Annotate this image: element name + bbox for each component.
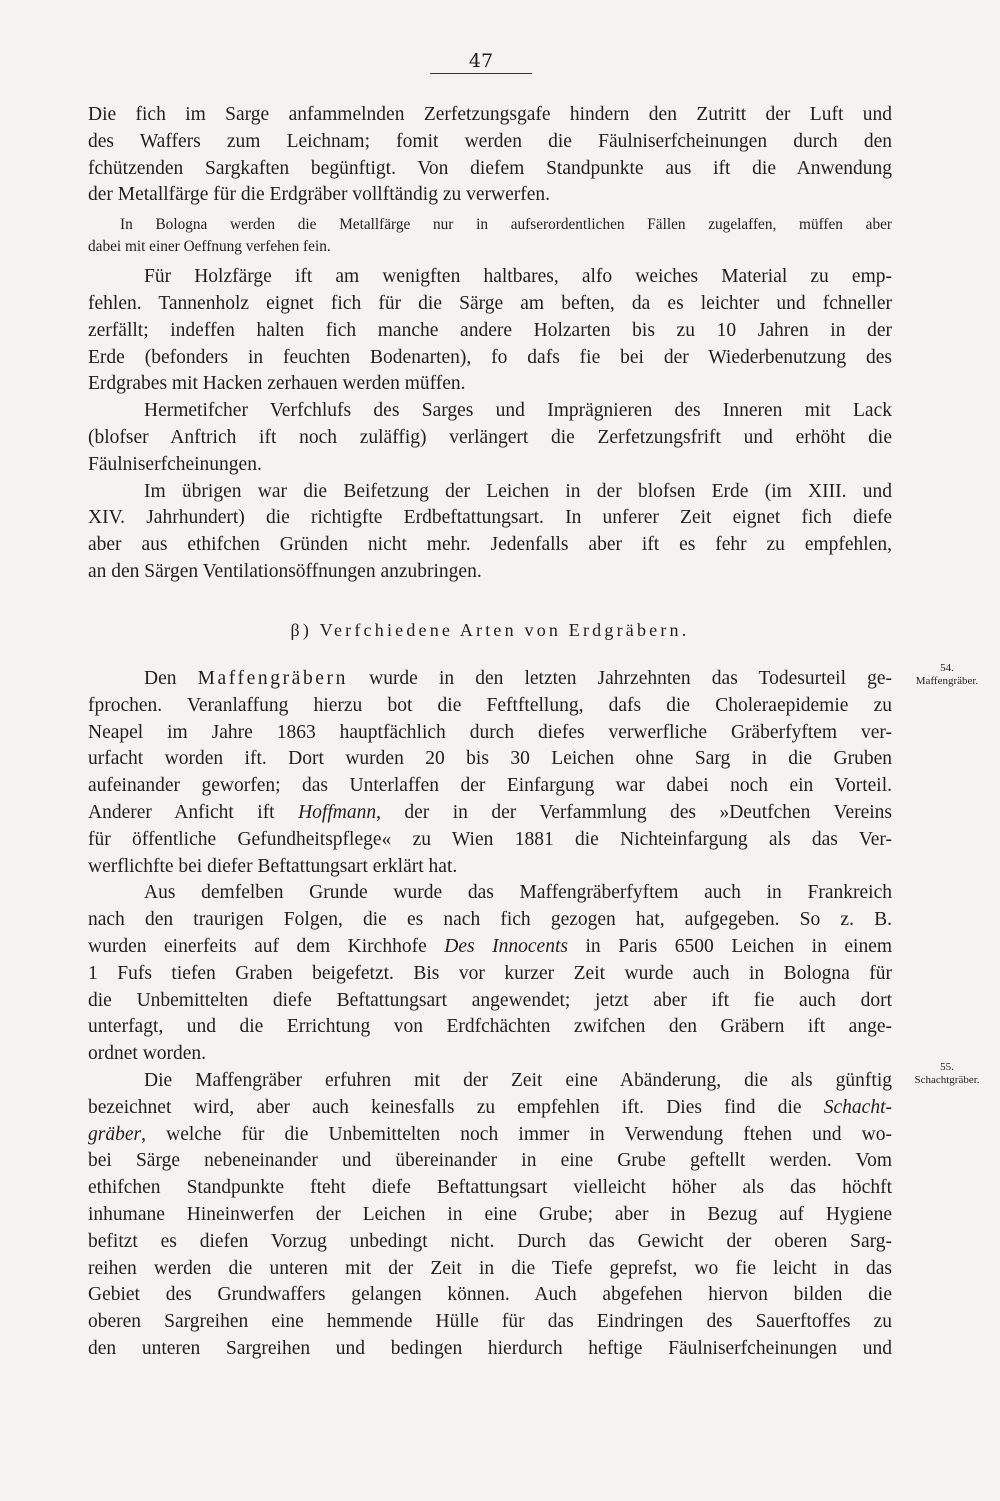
text-line: 1 Fufs tiefen Graben beigefetzt. Bis vor kurzer Zeit wurde auch in Bologna für <box>88 962 892 984</box>
term: Schacht- <box>823 1096 892 1118</box>
text-line: ordnet worden. <box>88 1043 207 1065</box>
text-line: Hermetifcher Verfchlufs des Sarges und Imprägnieren des Inneren mit Lack <box>144 400 892 422</box>
text-line: die Unbemittelten diefe Beftattungsart angewendet; jetzt aber ift fie auch dort <box>88 989 892 1011</box>
text-line: Im übrigen war die Beifetzung der Leichen in der blofsen Erde (im XIII. und <box>144 480 892 502</box>
term: gräber <box>88 1123 142 1145</box>
text-block-top <box>88 102 892 586</box>
text-line: aufeinander geworfen; das Unterlaffen der Einfargung war dabei noch ein Vorteil. <box>88 775 892 797</box>
text-line: XIV. Jahrhundert) die richtigfte Erdbeftattungsart. In unferer Zeit eignet fich diefe <box>88 507 892 529</box>
margin-note-55 <box>898 1061 996 1087</box>
text-line: gräber, welche für die Unbemittelten noch immer in Verwendung ftehen und wo- <box>88 1123 892 1145</box>
text-line: Gebiet des Grundwaffers gelangen können. Auch abgefehen hiervon bilden die <box>88 1284 892 1306</box>
text-line: oberen Sargreihen eine hemmende Hülle für das Eindringen des Sauerftoffes zu <box>88 1311 892 1333</box>
text-line: werflichfte bei diefer Beftattungsart erklärt hat. <box>88 855 458 877</box>
text-block-mass-graves <box>88 666 892 1068</box>
text-line: bei Särge nebeneinander und übereinander in eine Grube geftellt werden. Vom <box>88 1150 892 1172</box>
margin-note-number: 55. <box>940 1061 954 1073</box>
text-line: zerfällt; indeffen halten fich manche andere Holzarten bis zu 10 Jahren in der <box>88 319 892 341</box>
place-name: Des Innocents <box>444 935 568 957</box>
text-line: nach den traurigen Folgen, die es nach fich gezogen hat, aufgegeben. So z. B. <box>88 909 892 931</box>
text-line: fprochen. Veranlaffung hierzu bot die Feftftellung, dafs die Choleraepidemie zu <box>88 694 892 716</box>
text-line: Aus demfelben Grunde wurde das Maffengräberfyftem auch in Frankreich <box>144 882 892 904</box>
note-line: dabei mit einer Oeffnung verfehen fein. <box>88 237 331 255</box>
text-line: aber aus ethifchen Gründen nicht mehr. Jedenfalls aber ift es fehr zu empfehlen, <box>88 534 892 556</box>
text-line: Anderer Anficht ift Hoffmann, der in der Verfammlung des »Deutfchen Vereins <box>88 801 892 823</box>
text-line: bezeichnet wird, aber auch keinesfalls zu empfehlen ift. Dies find die Schacht- <box>88 1096 892 1118</box>
text-line: reihen werden die unteren mit der Zeit in die Tiefe geprefst, wo fie leicht in das <box>88 1257 892 1279</box>
page-number: 47 <box>430 50 532 74</box>
spaced-term: Maffengräbern <box>197 668 348 689</box>
text-line: Erde (befonders in feuchten Bodenarten), fo dafs fie bei der Wiederbenutzung des <box>88 346 892 368</box>
text-line: fehlen. Tannenholz eignet fich für die Särge am beften, da es leichter und fchneller <box>88 292 892 314</box>
text-line: den unteren Sargreihen und bedingen hierdurch heftige Fäulniserfcheinungen und <box>88 1337 892 1359</box>
text-line: Den Maffengräbern wurde in den letzten Jahrzehnten das Todesurteil ge- <box>144 668 892 689</box>
text-line: Fäulniserfcheinungen. <box>88 453 262 475</box>
text-line: für öffentliche Gefundheitspflege« zu Wien 1881 die Nichteinfargung als das Ver- <box>88 828 892 850</box>
text-block-shaft-graves <box>88 1068 892 1363</box>
text-line: des Waffers zum Leichnam; fomit werden die Fäulniserfcheinungen durch den <box>88 130 892 152</box>
margin-note-54 <box>898 662 996 688</box>
text-line: unterfagt, und die Errichtung von Erdfchächten zwifchen den Gräbern ift ange- <box>88 1016 892 1038</box>
margin-note-label: Schachtgräber. <box>914 1074 980 1086</box>
text-line: Für Holzfärge ift am wenigften haltbares, alfo weiches Material zu emp- <box>144 266 892 288</box>
text-line: ethifchen Standpunkte fteht diefe Beftattungsart vielleicht höher als das höchft <box>88 1177 892 1199</box>
text-line: (blofser Anftrich ift noch zuläffig) verlängert die Zerfetzungsfrift und erhöht die <box>88 426 892 448</box>
person-name: Hoffmann <box>298 801 377 823</box>
text-line: an den Särgen Ventilationsöffnungen anzubringen. <box>88 560 482 582</box>
text-line: der Metallfärge für die Erdgräber vollftändig zu verwerfen. <box>88 184 551 206</box>
text-line: Neapel im Jahre 1863 hauptfächlich durch diefes verwerfliche Gräberfyftem ver- <box>88 721 892 743</box>
text-line: befitzt es diefen Vorzug unbedingt nicht. Durch das Gewicht der oberen Sarg- <box>88 1230 892 1252</box>
margin-note-label: Maffengräber. <box>915 675 979 687</box>
text-line: inhumane Hineinwerfen der Leichen in eine Grube; aber in Bezug auf Hygiene <box>88 1203 892 1225</box>
text-line: wurden einerfeits auf dem Kirchhofe Des Innocents in Paris 6500 Leichen in einem <box>88 935 892 957</box>
note-line: In Bologna werden die Metallfärge nur in aufserordentlichen Fällen zugelaffen, müffen aber <box>120 216 892 234</box>
text-line: Die Maffengräber erfuhren mit der Zeit eine Abänderung, die als günftig <box>144 1070 892 1091</box>
text-line: Die fich im Sarge anfammelnden Zerfetzungsgafe hindern den Zutritt der Luft und <box>88 104 892 125</box>
text-line: urfacht worden ift. Dort wurden 20 bis 30 Leichen ohne Sarg in die Gruben <box>88 748 892 770</box>
section-heading: β) Verfchiedene Arten von Erdgräbern. <box>290 620 690 640</box>
text-line: Erdgrabes mit Hacken zerhauen werden müffen. <box>88 373 466 395</box>
margin-note-number: 54. <box>940 662 954 674</box>
text-line: fchützenden Sargkaften begünftigt. Von diefem Standpunkte aus ift die Anwendung <box>88 157 892 179</box>
